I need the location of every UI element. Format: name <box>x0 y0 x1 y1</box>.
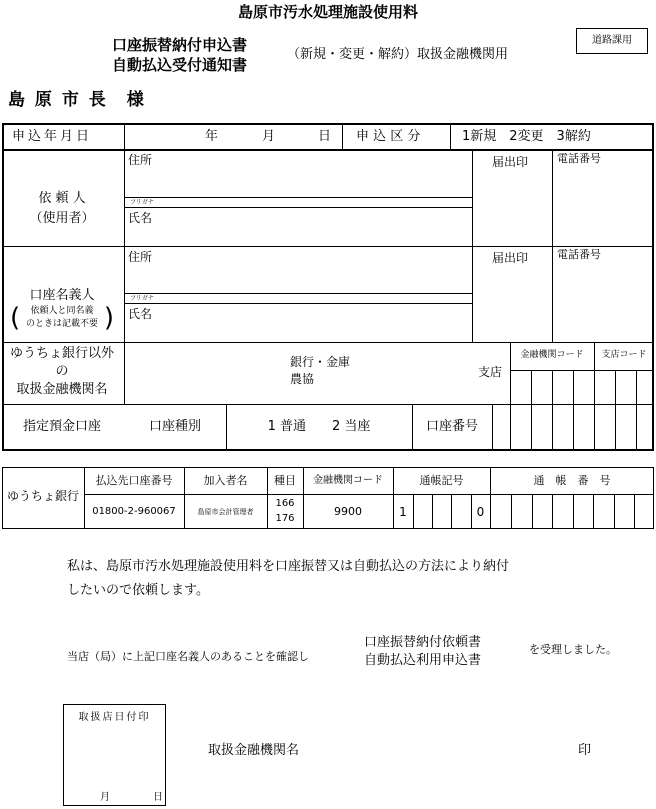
institution-seal-label: 印 <box>578 743 592 758</box>
document-title: 島原市汚水処理施設使用料 <box>237 3 418 21</box>
subscriber-header: 加入者名 <box>203 474 248 487</box>
passbook-symbol-header: 通帳記号 <box>419 474 464 487</box>
stamp-month-label: 月 <box>100 792 110 803</box>
designated-account-label: 指定預金口座 <box>22 419 101 434</box>
application-date-label: 申込年月日 <box>12 129 93 144</box>
bank-name-label-2: の <box>55 364 69 379</box>
account-type-options: 1 普通 2 当座 <box>267 419 371 434</box>
kind-code-2: 176 <box>275 513 295 524</box>
requester-sublabel: （使用者） <box>29 211 95 226</box>
passbook-number-header: 通 帳 番 号 <box>533 474 611 487</box>
bank-name-label-1: ゆうちょ銀行以外 <box>9 346 114 361</box>
request-statement-line-2: したいので依頼します。 <box>67 583 209 598</box>
bank-code-label: 金融機関コード <box>520 350 584 360</box>
holder-name-label: 氏名 <box>128 307 153 321</box>
kind-header: 種目 <box>274 474 296 487</box>
form-name-notice: 自動払込受付通知書 <box>112 56 248 74</box>
agricultural-coop-label: 農協 <box>290 372 315 386</box>
subscriber-name: 島原市会計管理者 <box>197 508 254 516</box>
day-label: 日 <box>318 129 332 144</box>
account-holder-label: 口座名義人 <box>29 288 95 303</box>
office-use-box <box>576 28 648 54</box>
holder-seal-label: 届出印 <box>492 251 529 265</box>
year-label: 年 <box>205 129 219 144</box>
yucho-bank-label: ゆうちょ銀行 <box>6 489 79 503</box>
passbook-symbol-last: 0 <box>476 505 485 519</box>
branch-code-label: 支店コード <box>601 350 647 360</box>
confirmation-prefix: 当店（局）に上記口座名義人のあることを確認し <box>67 650 309 663</box>
confirmation-doc-1: 口座振替納付依頼書 <box>364 635 482 650</box>
request-statement-line-1: 私は、島原市汚水処理施設使用料を口座振替又は自動払込の方法により納付 <box>67 559 510 574</box>
requester-furigana-label: フリガナ <box>130 199 154 206</box>
requester-name-label: 氏名 <box>128 211 153 225</box>
account-holder-note: ( ) 依頼人と同名義 のときは記載不要 <box>10 303 114 333</box>
stamp-day-label: 日 <box>153 792 163 803</box>
holder-note-line-2: のときは記載不要 <box>25 319 98 329</box>
requester-phone-label: 電話番号 <box>557 152 601 165</box>
application-type-options: 1新規 2変更 3解約 <box>462 129 591 144</box>
branch-label: 支店 <box>478 365 503 379</box>
holder-address-label: 住所 <box>128 250 153 264</box>
bank-types-label: 銀行・金庫 <box>290 355 351 369</box>
handling-institution-label: 取扱金融機関名 <box>208 743 300 758</box>
passbook-symbol-first: 1 <box>399 505 407 519</box>
institution-code-value: 9900 <box>334 505 362 518</box>
form-note: （新規・変更・解約）取扱金融機関用 <box>287 47 509 62</box>
addressee: 島 原 市 長 様 <box>8 90 146 110</box>
institution-code-header: 金融機関コード <box>313 475 383 486</box>
kind-code-1: 166 <box>275 498 295 509</box>
payee-account-header: 払込先口座番号 <box>95 474 173 487</box>
requester-seal-label: 届出印 <box>492 155 529 169</box>
holder-note-line-1: 依頼人と同名義 <box>30 306 94 316</box>
requester-label: 依 頼 人 <box>38 191 86 206</box>
application-type-label: 申 込 区 分 <box>356 129 421 144</box>
office-use-label: 道路課用 <box>592 35 632 46</box>
requester-address-label: 住所 <box>128 153 153 167</box>
confirmation-suffix: を受理しました。 <box>529 643 617 656</box>
holder-phone-label: 電話番号 <box>557 248 601 261</box>
account-number-label: 口座番号 <box>425 419 478 434</box>
month-label: 月 <box>262 129 276 144</box>
confirmation-doc-2: 自動払込利用申込書 <box>364 653 482 668</box>
date-stamp-label: 取扱店日付印 <box>78 712 151 723</box>
main-table <box>2 123 654 451</box>
bank-name-label-3: 取扱金融機関名 <box>16 382 108 397</box>
account-type-label: 口座種別 <box>148 419 201 434</box>
form-name-application: 口座振替納付申込書 <box>112 36 248 54</box>
holder-furigana-label: フリガナ <box>130 295 154 302</box>
payee-account-number: 01800-2-960067 <box>92 506 176 517</box>
